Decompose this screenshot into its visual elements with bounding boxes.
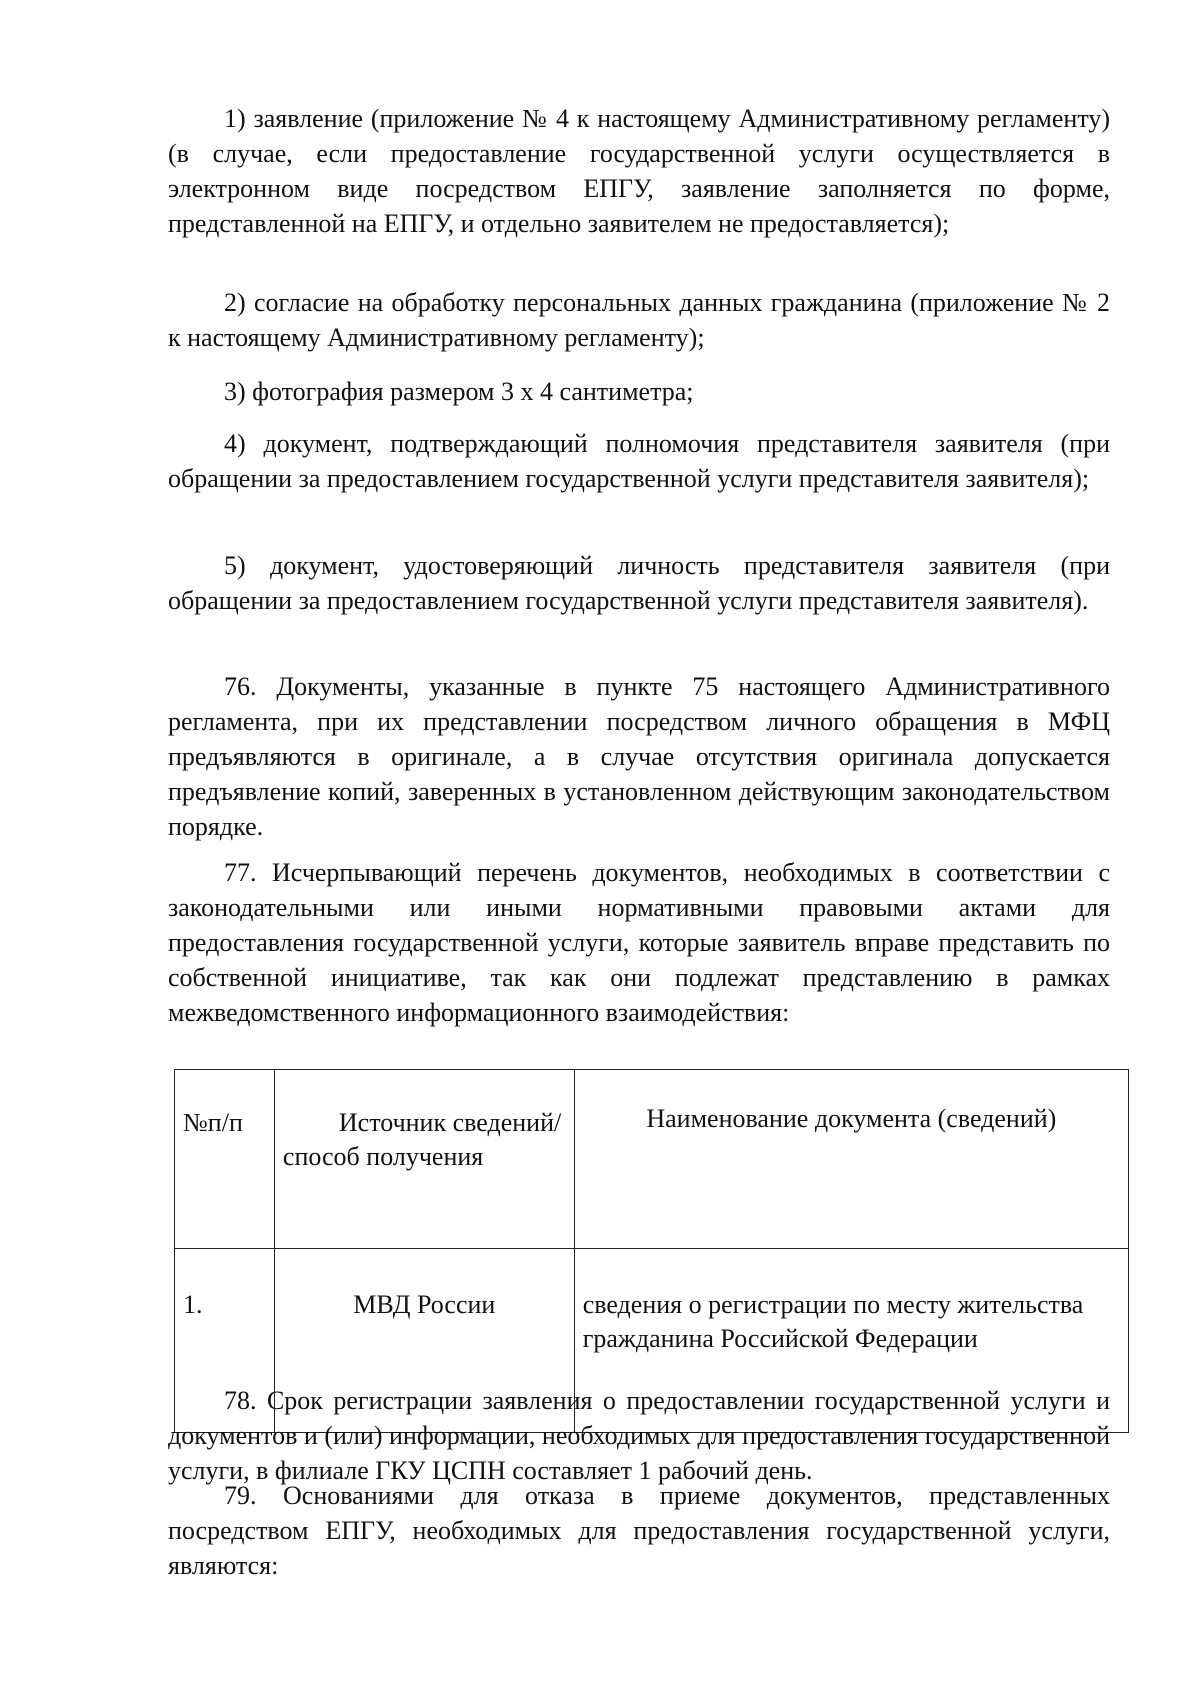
header-source: Источник сведений/способ получения bbox=[274, 1070, 574, 1249]
paragraph-76: 76. Документы, указанные в пункте 75 настоящего Административного регламента, при их представлении посредством личного обращения в МФЦ предъявляются в оригинале, а в случае отсутствия оригинала допускается предъявление копий, заверенных в установленном действующим законодательством порядке. bbox=[168, 672, 1110, 841]
paragraph-item-2: 2) согласие на обработку персональных данных гражданина (приложение № 2 к настоящему Административному регламенту); bbox=[168, 288, 1110, 352]
header-num: №п/п bbox=[175, 1070, 275, 1249]
paragraph-79: 79. Основаниями для отказа в приеме документов, представленных посредством ЕПГУ, необходимых для предоставления государственной услуги, являются: bbox=[168, 1481, 1110, 1580]
paragraph-item-4: 4) документ, подтверждающий полномочия представителя заявителя (при обращении за предоставлением государственной услуги представителя заявителя); bbox=[168, 429, 1110, 493]
row-num: 1. bbox=[175, 1249, 275, 1433]
paragraph-item-3: 3) фотография размером 3 х 4 сантиметра; bbox=[224, 377, 694, 406]
row-source: МВД России bbox=[274, 1249, 574, 1433]
paragraph-78: 78. Срок регистрации заявления о предоставлении государственной услуги и документов и (или) информации, необходимых для предоставления государственной услуги, в филиале ГКУ ЦСПН составляет 1 рабочий день. bbox=[168, 1386, 1110, 1485]
paragraph-item-1: 1) заявление (приложение № 4 к настоящему Административному регламенту) (в случае, если предоставление государственной услуги осуществляется в электронном виде посредством ЕПГУ, заявление заполняется по форме, представленной на ЕПГУ, и отдельно заявителем не предоставляется); bbox=[168, 104, 1110, 238]
header-document: Наименование документа (сведений) bbox=[574, 1070, 1128, 1249]
documents-table bbox=[174, 1069, 1129, 1433]
table-header-row bbox=[175, 1070, 1129, 1249]
paragraph-item-5: 5) документ, удостоверяющий личность представителя заявителя (при обращении за предоставлением государственной услуги представителя заявителя). bbox=[168, 551, 1110, 615]
paragraph-77: 77. Исчерпывающий перечень документов, необходимых в соответствии с законодательными или иными нормативными правовыми актами для предоставления государственной услуги, которые заявитель вправе представить по собственной инициативе, так как они подлежат представлению в рамках межведомственного информационного взаимодействия: bbox=[168, 858, 1110, 1027]
row-document: сведения о регистрации по месту жительства гражданина Российской Федерации bbox=[574, 1249, 1128, 1433]
